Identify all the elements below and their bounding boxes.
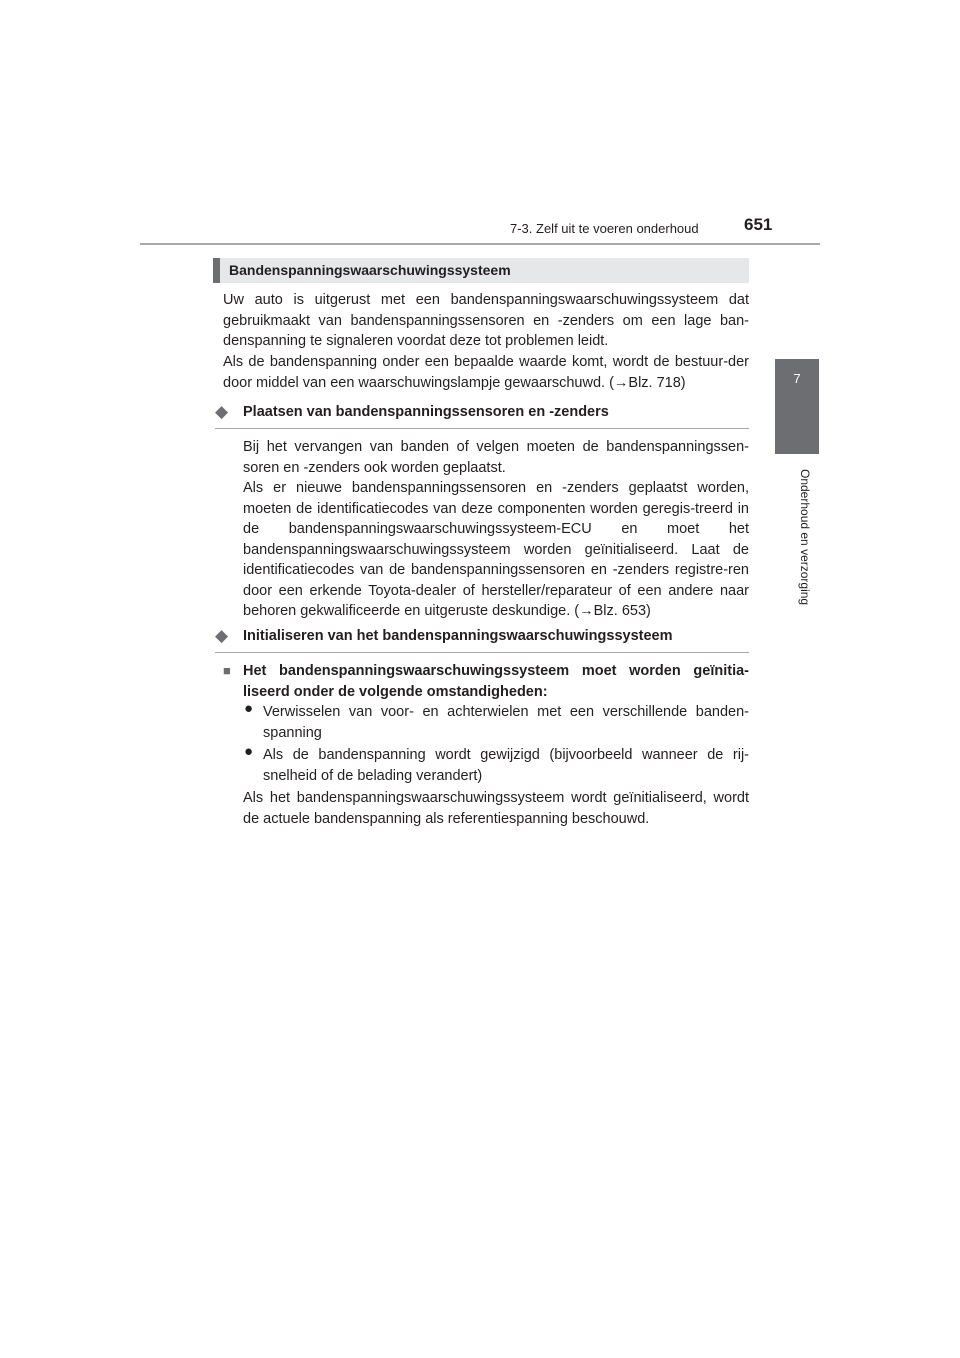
section-heading-bar bbox=[213, 258, 220, 283]
intro-paragraph-2: Als de bandenspanning onder een bepaalde waarde komt, wordt de bestuur-der door middel van een waarschuwingslampje gewaarschuwd. (→Blz. 718) bbox=[223, 354, 749, 391]
page-number: 651 bbox=[744, 215, 773, 234]
subsection-heading-2-text: Initialiseren van het bandenspanningswaarschuwingssysteem bbox=[243, 628, 673, 644]
diamond-icon: ◆ bbox=[215, 626, 229, 645]
intro-paragraph-1: Uw auto is uitgerust met een bandenspanningswaarschuwingssysteem dat gebruikmaakt van bandenspanningssensoren en -zenders om een lage ban-denspanning te signaleren voordat deze tot problemen leidt. bbox=[223, 292, 749, 349]
subsection-heading-2 bbox=[215, 628, 749, 653]
diamond-icon: ◆ bbox=[215, 402, 229, 421]
condition-heading: Het bandenspanningswaarschuwingssysteem moet worden geïnitia-liseerd onder de volgende omstandigheden: bbox=[243, 663, 749, 700]
subsection-1-paragraph-2: Als er nieuwe bandenspanningssensoren en -zenders geplaatst worden, moeten de identificatiecodes van deze componenten worden geregis-treerd in de bandenspanningswaarschuwingssysteem-ECU en moet het bandenspanningswaarschuwingssysteem worden geïnitialiseerd. Laat de identificatiecodes van de bandenspanningssensoren en -zenders registre-ren door een erkende Toyota-dealer of hersteller/reparateur of een andere naar behoren gekwalificeerde en uitgeruste deskundige. (→Blz. 653) bbox=[243, 480, 749, 619]
subsection-heading-1 bbox=[215, 404, 749, 429]
header-divider bbox=[140, 243, 820, 245]
dot-icon: ● bbox=[244, 743, 254, 760]
bullet-item-2: Als de bandenspanning wordt gewijzigd (bijvoorbeeld wanneer de rij-snelheid of de belading verandert) bbox=[263, 747, 749, 784]
section-heading-text: Bandenspanningswaarschuwingssysteem bbox=[229, 262, 511, 278]
running-header-section: 7-3. Zelf uit te voeren onderhoud bbox=[510, 221, 699, 236]
bullet-item-1: Verwisselen van voor- en achterwielen met een verschillende banden-spanning bbox=[263, 704, 749, 741]
closing-paragraph: Als het bandenspanningswaarschuwingssysteem wordt geïnitialiseerd, wordt de actuele bandenspanning als referentiespanning beschouwd. bbox=[243, 790, 749, 827]
chapter-tab-number: 7 bbox=[793, 371, 801, 386]
subsection-heading-1-text: Plaatsen van bandenspanningssensoren en -zenders bbox=[243, 404, 609, 420]
subsection-1-paragraph-1: Bij het vervangen van banden of velgen moeten de bandenspanningssen-soren en -zenders ook worden geplaatst. bbox=[243, 439, 749, 476]
dot-icon: ● bbox=[244, 700, 254, 717]
section-heading bbox=[213, 258, 749, 283]
chapter-tab-label: Onderhoud en verzorging bbox=[798, 469, 812, 606]
square-icon: ■ bbox=[223, 663, 231, 678]
